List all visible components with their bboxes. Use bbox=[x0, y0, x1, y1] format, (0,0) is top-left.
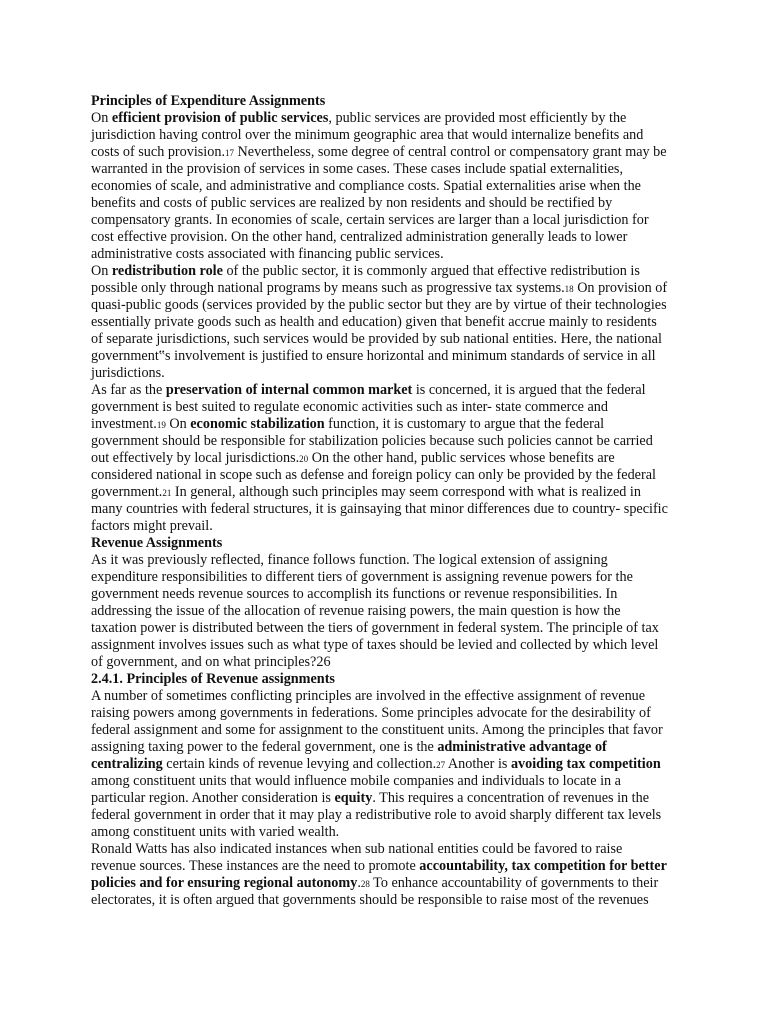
text-line bbox=[91, 110, 681, 127]
text-segment: of separate jurisdictions, such services would be provided by sub national entities. Here, the national bbox=[91, 331, 662, 347]
text-segment: government is best suited to regulate economic activities such as inter- state commerce and bbox=[91, 399, 608, 415]
text-segment: is concerned, it is argued that the federal bbox=[412, 382, 646, 398]
text-segment: many countries with federal structures, it is gainsaying that minor differences due to country- specific bbox=[91, 501, 668, 517]
text-line bbox=[91, 739, 681, 756]
text-line bbox=[91, 807, 681, 824]
bold-text: 2.4.1. Principles of Revenue assignments bbox=[91, 671, 335, 687]
text-segment: assignment involves issues such as what type of taxes should be levied and collected by which level bbox=[91, 637, 659, 653]
text-line bbox=[91, 824, 681, 841]
text-segment: possible only through national programs by means such as progressive tax systems. bbox=[91, 280, 565, 296]
text-line bbox=[91, 365, 681, 382]
footnote-ref: 17 bbox=[225, 148, 234, 158]
text-line bbox=[91, 875, 681, 892]
text-line bbox=[91, 535, 681, 552]
text-segment: benefits and costs of public services are realized by non residents and should be rectified by bbox=[91, 195, 613, 211]
text-segment: investment. bbox=[91, 416, 157, 432]
text-segment: function, it is customary to argue that the federal bbox=[324, 416, 605, 432]
bold-text: centralizing bbox=[91, 756, 163, 772]
text-segment: Nevertheless, some degree of central control or compensatory grant may be bbox=[234, 144, 667, 160]
text-line bbox=[91, 586, 681, 603]
text-line bbox=[91, 756, 681, 773]
text-line bbox=[91, 229, 681, 246]
text-line bbox=[91, 637, 681, 654]
document-page bbox=[91, 93, 681, 909]
text-segment: On bbox=[91, 110, 112, 126]
text-segment: Another is bbox=[445, 756, 511, 772]
text-segment: costs of such provision. bbox=[91, 144, 225, 160]
text-line bbox=[91, 484, 681, 501]
text-segment: among constituent units with varied wealth. bbox=[91, 824, 340, 840]
text-line bbox=[91, 688, 681, 705]
text-line bbox=[91, 790, 681, 807]
bold-text: equity bbox=[334, 790, 373, 806]
text-segment: jurisdiction having control over the minimum geographic area that would internalize benefits and bbox=[91, 127, 644, 143]
text-line bbox=[91, 178, 681, 195]
text-line bbox=[91, 518, 681, 535]
bold-text: economic stabilization bbox=[190, 416, 325, 432]
text-segment: government needs revenue sources to accomplish its functions or revenue responsibilities. In bbox=[91, 586, 618, 602]
text-segment: quasi-public goods (services provided by the public sector but they are by virtue of their technologies bbox=[91, 297, 667, 313]
text-segment: On provision of bbox=[573, 280, 668, 296]
text-line bbox=[91, 501, 681, 518]
footnote-ref: 20 bbox=[299, 454, 309, 464]
text-segment: A number of sometimes conflicting principles are involved in the effective assignment of revenue bbox=[91, 688, 646, 704]
text-segment: essentially private goods such as health and education) given that benefit accrue mainly to residents bbox=[91, 314, 657, 330]
text-line bbox=[91, 314, 681, 331]
text-segment: particular region. Another consideration is bbox=[91, 790, 335, 806]
bold-text: Revenue Assignments bbox=[91, 535, 223, 551]
text-segment: warranted in the provision of services in some cases. These cases include spatial externalities, bbox=[91, 161, 623, 177]
text-line bbox=[91, 722, 681, 739]
text-line bbox=[91, 892, 681, 909]
text-segment: government should be responsible for stabilization policies because such policies cannot be carried bbox=[91, 433, 653, 449]
text-line bbox=[91, 399, 681, 416]
bold-text: redistribution role bbox=[111, 263, 223, 279]
text-segment: raising powers among governments in federations. Some principles advocate for the desirability of bbox=[91, 705, 651, 721]
bold-text: preservation of internal common market bbox=[165, 382, 413, 398]
text-segment: out effectively by local jurisdictions. bbox=[91, 450, 300, 466]
text-segment: To enhance accountability of governments to their bbox=[369, 875, 659, 891]
text-segment: In general, although such principles may seem correspond with what is realized in bbox=[171, 484, 641, 500]
text-line bbox=[91, 603, 681, 620]
text-line bbox=[91, 382, 681, 399]
bold-text: efficient provision of public services bbox=[111, 110, 329, 126]
text-segment: administrative costs associated with financing public services. bbox=[91, 246, 444, 262]
text-line bbox=[91, 144, 681, 161]
text-segment: of the public sector, it is commonly argued that effective redistribution is bbox=[222, 263, 640, 279]
footnote-ref: 21 bbox=[162, 488, 172, 498]
text-segment: , public services are provided most efficiently by the bbox=[328, 110, 627, 126]
text-segment: electorates, it is often argued that governments should be responsible to raise most of the revenues bbox=[91, 892, 649, 908]
text-line bbox=[91, 671, 681, 688]
text-segment: revenue sources. These instances are the need to promote bbox=[91, 858, 420, 874]
text-segment: As it was previously reflected, finance follows function. The logical extension of assigning bbox=[91, 552, 608, 568]
text-segment: considered national in scope such as defense and foreign policy can only be provided by the federal bbox=[91, 467, 656, 483]
text-segment: cost effective provision. On the other hand, centralized administration generally leads to lower bbox=[91, 229, 628, 245]
text-segment: compensatory grants. In economies of scale, certain services are larger than a local jurisdiction for bbox=[91, 212, 649, 228]
bold-text: accountability, tax competition for better bbox=[419, 858, 667, 874]
text-line bbox=[91, 127, 681, 144]
text-line bbox=[91, 552, 681, 569]
footnote-ref: 19 bbox=[156, 420, 166, 430]
text-segment: federal government in order that it may play a redistributive role to avoid sharply different tax levels bbox=[91, 807, 662, 823]
text-segment: On bbox=[91, 263, 112, 279]
text-line bbox=[91, 467, 681, 484]
footnote-ref: 18 bbox=[564, 284, 574, 294]
text-segment: government‟s involvement is justified to ensure horizontal and minimum standards of service in all bbox=[91, 348, 656, 364]
text-segment: . This requires a concentration of revenues in the bbox=[372, 790, 650, 806]
text-segment: of government, and on what principles?26 bbox=[91, 654, 331, 670]
text-line bbox=[91, 773, 681, 790]
text-line bbox=[91, 416, 681, 433]
text-line bbox=[91, 841, 681, 858]
text-line bbox=[91, 331, 681, 348]
text-segment: addressing the issue of the allocation of revenue raising powers, the main question is how the bbox=[91, 603, 621, 619]
text-line bbox=[91, 348, 681, 365]
text-line bbox=[91, 280, 681, 297]
bold-text: administrative advantage of bbox=[437, 739, 607, 755]
text-segment: among constituent units that would influence mobile companies and individuals to locate in a bbox=[91, 773, 621, 789]
text-line bbox=[91, 297, 681, 314]
text-segment: jurisdictions. bbox=[91, 365, 165, 381]
text-segment: . bbox=[357, 875, 361, 891]
bold-text: avoiding tax competition bbox=[510, 756, 661, 772]
text-line bbox=[91, 212, 681, 229]
text-segment: Ronald Watts has also indicated instances when sub national entities could be favored to raise bbox=[91, 841, 623, 857]
text-segment: As far as the bbox=[91, 382, 166, 398]
bold-text: policies and for ensuring regional autonomy bbox=[91, 875, 358, 891]
text-line bbox=[91, 195, 681, 212]
text-line bbox=[91, 93, 681, 110]
text-segment: assigning taxing power to the federal government, one is the bbox=[91, 739, 438, 755]
text-line bbox=[91, 263, 681, 280]
text-segment: expenditure responsibilities to different tiers of government is assigning revenue powers for the bbox=[91, 569, 633, 585]
text-segment: On the other hand, public services whose benefits are bbox=[308, 450, 615, 466]
text-segment: factors might prevail. bbox=[91, 518, 213, 534]
text-line bbox=[91, 246, 681, 263]
bold-text: Principles of Expenditure Assignments bbox=[91, 93, 326, 109]
text-line bbox=[91, 161, 681, 178]
text-segment: taxation power is distributed between the tiers of government in federal system. The principle of tax bbox=[91, 620, 659, 636]
footnote-ref: 28 bbox=[360, 879, 370, 889]
text-line bbox=[91, 858, 681, 875]
text-segment: government. bbox=[91, 484, 163, 500]
footnote-ref: 27 bbox=[436, 760, 446, 770]
text-line bbox=[91, 620, 681, 637]
text-line bbox=[91, 569, 681, 586]
text-line bbox=[91, 705, 681, 722]
text-segment: economies of scale, and administrative and compliance costs. Spatial externalities arise when the bbox=[91, 178, 641, 194]
text-line bbox=[91, 433, 681, 450]
text-segment: federal assignment and some for assignment to the constituent units. Among the principles that favor bbox=[91, 722, 663, 738]
text-segment: On bbox=[165, 416, 191, 432]
text-segment: certain kinds of revenue levying and collection. bbox=[162, 756, 437, 772]
text-line bbox=[91, 654, 681, 671]
text-line bbox=[91, 450, 681, 467]
